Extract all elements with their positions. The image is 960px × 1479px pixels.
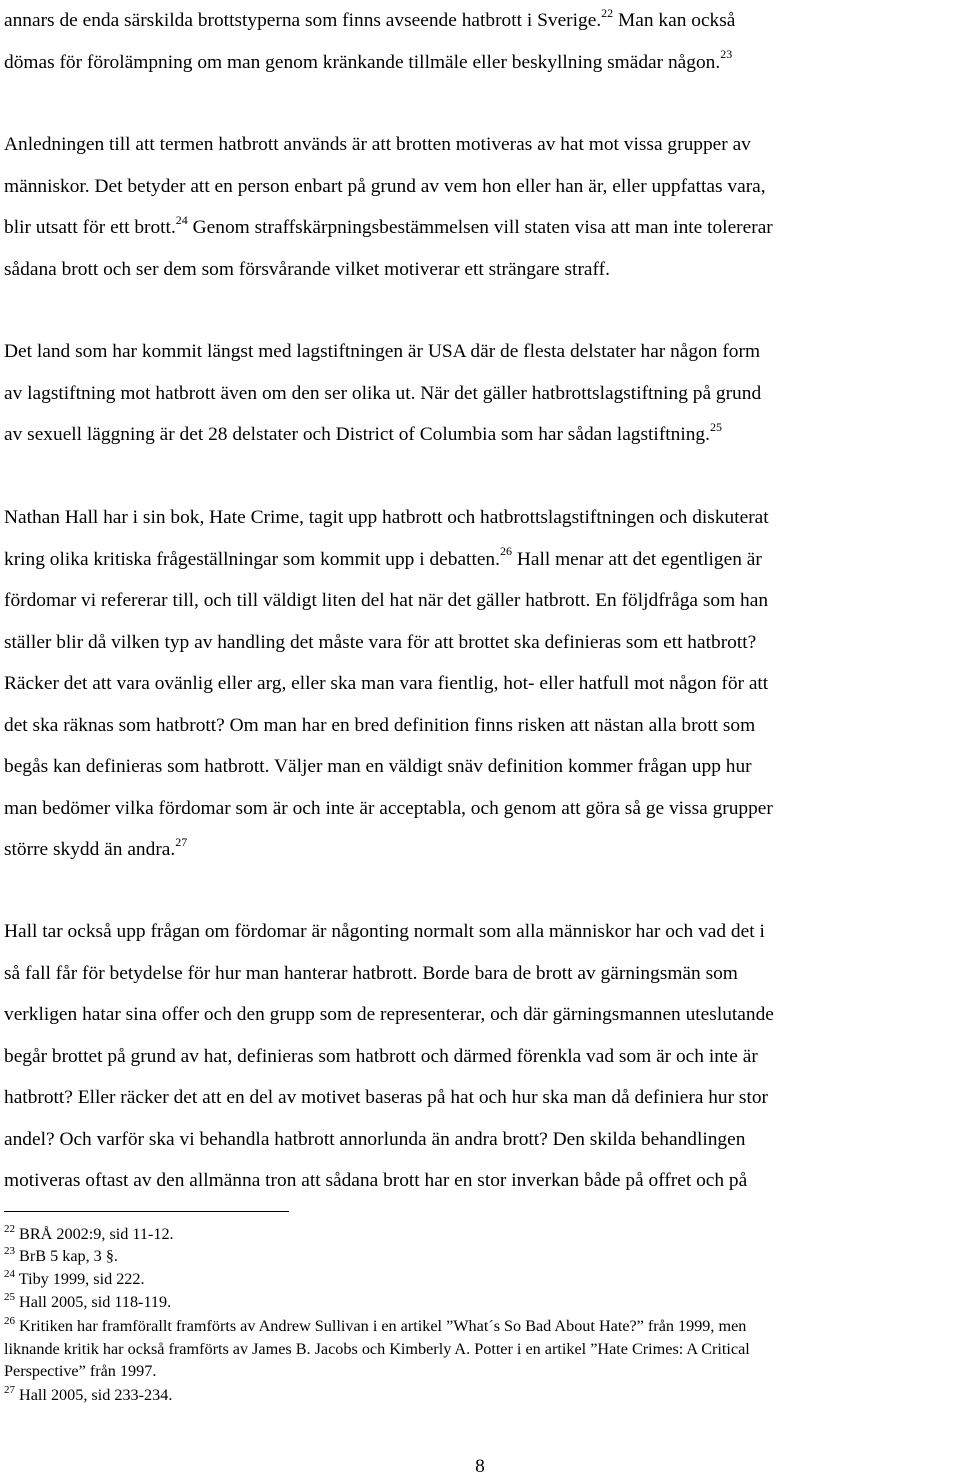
footnote-line <box>4 1223 952 1246</box>
footnote-reference[interactable]: 26 <box>499 544 512 559</box>
footnote <box>4 1384 952 1407</box>
line-text-continued: Man kan också <box>613 10 736 31</box>
line-text: annars de enda särskilda brottstyperna som finns avseende hatbrott i Sverige. <box>4 10 602 31</box>
text-line <box>4 166 952 208</box>
footnote-reference[interactable]: 24 <box>175 212 188 227</box>
text-line <box>4 124 952 166</box>
text-line <box>4 953 952 995</box>
footnote-number: 26 <box>4 1314 15 1327</box>
text-line <box>4 829 952 871</box>
line-text: Nathan Hall har i sin bok, Hate Crime, tagit upp hatbrott och hatbrottslagstiftningen och diskuterat <box>4 507 769 528</box>
text-line <box>4 994 952 1036</box>
line-text: så fall får för betydelse för hur man hanterar hatbrott. Borde bara de brott av gärningsmän som <box>4 962 738 984</box>
footnote <box>4 1315 952 1383</box>
line-text: hatbrott? Eller räcker det att en del av motivet baseras på hat och hur ska man då definiera hur stor <box>4 1087 769 1108</box>
line-text: det ska räknas som hatbrott? Om man har en bred definition finns risken att nästan alla brott som <box>4 714 756 736</box>
footnote <box>4 1291 952 1314</box>
footnote-reference[interactable]: 27 <box>175 834 188 849</box>
footnote-line <box>4 1291 952 1314</box>
footnote-line <box>4 1338 952 1361</box>
paragraph <box>4 911 952 1202</box>
footnote-text: Hall 2005, sid 118-119. <box>15 1293 172 1311</box>
text-line <box>4 331 952 373</box>
line-text: begås kan definieras som hatbrott. Väljer man en väldigt snäv definition kommer frågan upp hur <box>4 756 752 777</box>
footnote-separator <box>4 1211 289 1212</box>
line-text: andel? Och varför ska vi behandla hatbrott annorlunda än andra brott? Den skilda behandlingen <box>4 1128 746 1150</box>
line-text: motiveras oftast av den allmänna tron att sådana brott har en stor inverkan både på offret och på <box>4 1170 748 1191</box>
text-line <box>4 1160 952 1202</box>
line-text: Anledningen till att termen hatbrott används är att brotten motiveras av hat mot vissa grupper av <box>4 134 751 155</box>
footnote-number: 22 <box>4 1222 15 1235</box>
footnote-number: 25 <box>4 1290 15 1303</box>
text-line <box>4 0 952 42</box>
footnote-line <box>4 1268 952 1291</box>
footnote-text: BrB 5 kap, 3 §. <box>15 1247 118 1265</box>
text-line <box>4 580 952 622</box>
line-text: Räcker det att vara ovänlig eller arg, eller ska man vara fientlig, hot- eller hatfull mot någon för att <box>4 673 769 694</box>
footnote-number: 23 <box>4 1244 15 1257</box>
footnote-reference[interactable]: 22 <box>601 5 614 20</box>
text-line <box>4 42 952 84</box>
line-text: dömas för förolämpning om man genom kränkande tillmäle eller beskyllning smädar någon. <box>4 51 721 73</box>
footnote <box>4 1268 952 1291</box>
paragraph <box>4 0 952 83</box>
line-text: kring olika kritiska frågeställningar som kommit upp i debatten. <box>4 548 500 570</box>
footnote-text: Perspective” från 1997. <box>4 1362 157 1380</box>
text-line <box>4 539 952 581</box>
line-text: av lagstiftning mot hatbrott även om den ser olika ut. När det gäller hatbrottslagstiftning på grund <box>4 382 762 404</box>
footnote-text: Hall 2005, sid 233-234. <box>15 1386 173 1404</box>
text-line <box>4 663 952 705</box>
footnote <box>4 1245 952 1268</box>
page-number: 8 <box>475 1456 485 1477</box>
footnote-reference[interactable]: 23 <box>720 47 733 62</box>
line-text: begår brottet på grund av hat, definieras som hatbrott och därmed förenkla vad som är och inte är <box>4 1045 758 1067</box>
line-text: människor. Det betyder att en person enbart på grund av vem hon eller han är, eller uppfattas vara, <box>4 175 766 197</box>
text-line <box>4 746 952 788</box>
line-text: verkligen hatar sina offer och den grupp som de representerar, och där gärningsmannen uteslutande <box>4 1004 774 1025</box>
paragraph <box>4 124 952 290</box>
footnote-reference[interactable]: 25 <box>709 419 722 434</box>
line-text: Det land som har kommit längst med lagstiftningen är USA där de flesta delstater har någon form <box>4 341 761 362</box>
text-line <box>4 249 952 291</box>
text-line <box>4 705 952 747</box>
footnote-text: liknande kritik har också framförts av James B. Jacobs och Kimberly A. Potter i en artikel ”Hate Crimes: A Critical <box>4 1339 750 1358</box>
footnote-line <box>4 1384 952 1407</box>
text-line <box>4 1077 952 1119</box>
text-line <box>4 622 952 664</box>
line-text: Hall tar också upp frågan om fördomar är någonting normalt som alla människor har och vad det i <box>4 921 765 942</box>
line-text: man bedömer vilka fördomar som är och inte är acceptabla, och genom att göra så ge vissa grupper <box>4 797 773 819</box>
line-text: av sexuell läggning är det 28 delstater och District of Columbia som har sådan lagstiftning. <box>4 424 710 445</box>
paragraph <box>4 331 952 456</box>
text-line <box>4 497 952 539</box>
text-line <box>4 1119 952 1161</box>
text-line <box>4 207 952 249</box>
footnote-number: 27 <box>4 1383 15 1396</box>
footnote-text: BRÅ 2002:9, sid 11-12. <box>15 1225 174 1243</box>
text-line <box>4 788 952 830</box>
footnote-line <box>4 1245 952 1268</box>
text-line <box>4 373 952 415</box>
footnote-text: Kritiken har framförallt framförts av Andrew Sullivan i en artikel ”What´s So Bad About Hate?” från 1999, men <box>15 1317 747 1335</box>
footnote-line <box>4 1360 952 1383</box>
line-text-continued: Hall menar att det egentligen är <box>511 548 762 570</box>
text-line <box>4 911 952 953</box>
footnote <box>4 1223 952 1246</box>
line-text: större skydd än andra. <box>4 839 176 860</box>
paragraph <box>4 497 952 871</box>
text-line <box>4 414 952 456</box>
line-text: sådana brott och ser dem som försvårande vilket motiverar ett strängare straff. <box>4 258 610 280</box>
line-text-continued: Genom straffskärpningsbestämmelsen vill staten visa att man inte tolererar <box>187 217 773 238</box>
line-text: ställer blir då vilken typ av handling det måste vara för att brottet ska definieras som ett hatbrott? <box>4 631 757 653</box>
footnote-number: 24 <box>4 1267 15 1280</box>
line-text: blir utsatt för ett brott. <box>4 217 176 238</box>
footnote-text: Tiby 1999, sid 222. <box>15 1270 145 1288</box>
footnote-line <box>4 1315 952 1338</box>
line-text: fördomar vi refererar till, och till väldigt liten del hat när det gäller hatbrott. En följdfråga som han <box>4 590 769 611</box>
text-line <box>4 1036 952 1078</box>
